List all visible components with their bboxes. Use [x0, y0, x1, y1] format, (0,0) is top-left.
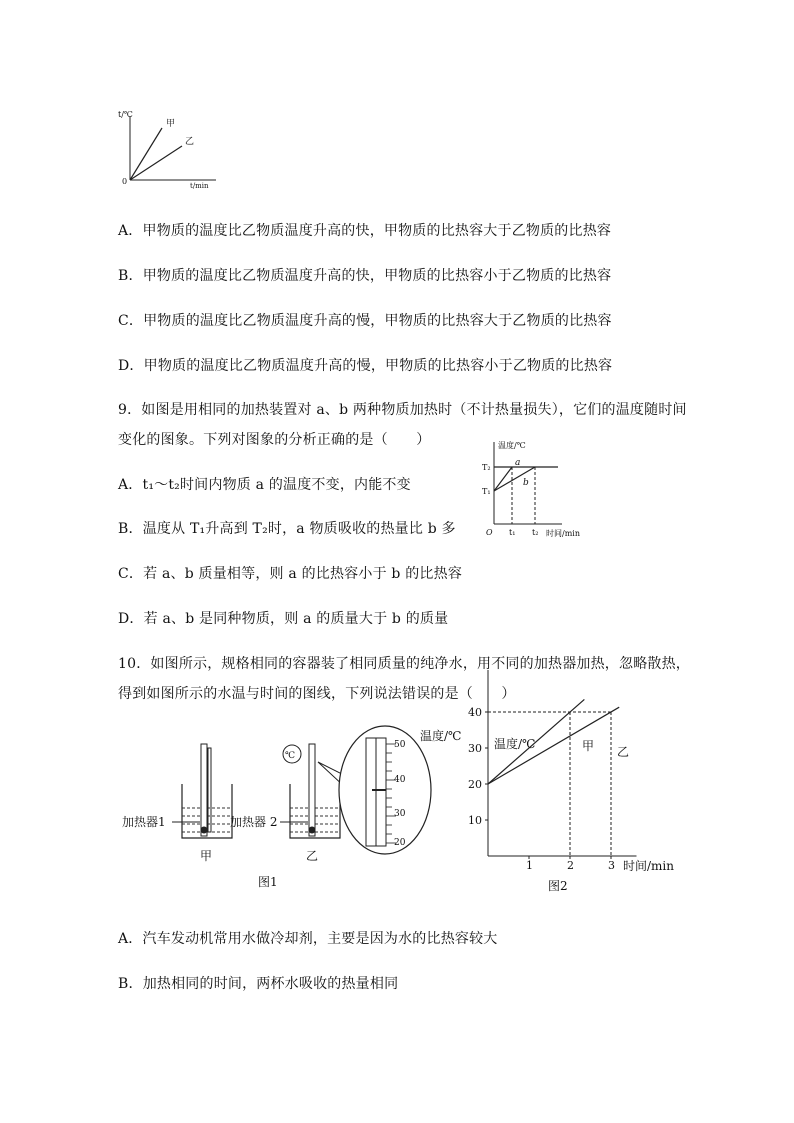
line-b	[494, 467, 535, 491]
t2-label: t₂	[532, 528, 539, 537]
q9-graph	[478, 438, 588, 538]
T2-label: T₂	[482, 463, 491, 472]
y-axis-label: 温度/℃	[494, 737, 536, 751]
q8-option-d: D．甲物质的温度比乙物质温度升高的慢，甲物质的比热容小于乙物质的比热容	[118, 358, 613, 374]
y-axis-label: t/℃	[118, 110, 133, 119]
q9-stem-line2: 变化的图象。下列对图象的分析正确的是（ ）	[118, 432, 431, 448]
origin-label: 0	[122, 177, 128, 186]
heater2-label: 加热器 2	[230, 815, 278, 829]
y-axis-label: 温度/℃	[498, 441, 526, 450]
t1-label: t₁	[509, 528, 516, 537]
line-a	[494, 467, 512, 491]
y-tick-label-30: 30	[468, 742, 482, 755]
q8-option-c: C．甲物质的温度比乙物质温度升高的慢，甲物质的比热容大于乙物质的比热容	[118, 313, 612, 329]
fig2-caption: 图2	[548, 879, 568, 893]
y-tick-label-40: 40	[468, 706, 482, 719]
beaker-jia	[122, 744, 232, 863]
line-jia	[130, 128, 162, 180]
fig1-caption: 图1	[258, 875, 278, 889]
beaker-jia-label: 甲	[200, 849, 213, 863]
x-axis-label: 时间/min	[623, 859, 674, 873]
label-yi: 乙	[185, 137, 195, 147]
x-tick-label-1: 1	[526, 859, 533, 872]
line-yi	[130, 146, 182, 180]
x-tick-label-2: 2	[567, 859, 574, 872]
x-axis-label: t/min	[190, 182, 209, 190]
q9-stem-line1: 9．如图是用相同的加热装置对 a、b 两种物质加热时（不计热量损失），它们的温度随时间	[118, 402, 687, 418]
label-jia: 甲	[166, 119, 176, 129]
origin-label: O	[486, 528, 493, 537]
q8-option-a: A．甲物质的温度比乙物质温度升高的快，甲物质的比热容大于乙物质的比热容	[118, 223, 612, 239]
q8-option-b: B．甲物质的温度比乙物质温度升高的快，甲物质的比热容小于乙物质的比热容	[118, 268, 612, 284]
x-axis-label: 时间/min	[546, 529, 580, 538]
thermometer-unit: 温度/℃	[420, 729, 462, 743]
scale-40: 40	[394, 775, 406, 785]
celsius-bubble: ℃	[285, 751, 296, 761]
beaker-yi	[230, 744, 340, 863]
scale-30: 30	[394, 809, 406, 819]
q10-stem-line1: 10．如图所示，规格相同的容器装了相同质量的纯净水，用不同的加热器加热，忽略散热，	[118, 656, 691, 672]
q9-option-c: C．若 a、b 质量相等，则 a 的比热容小于 b 的比热容	[118, 566, 463, 582]
q9-option-b: B．温度从 T₁升高到 T₂时，a 物质吸收的热量比 b 多	[118, 521, 456, 537]
heater1-label: 加热器1	[122, 815, 166, 829]
q10-option-b: B．加热相同的时间，两杯水吸收的热量相同	[118, 976, 399, 992]
q9-option-a: A．t₁～t₂时间内物质 a 的温度不变，内能不变	[118, 477, 411, 493]
scale-20: 20	[394, 838, 406, 848]
y-tick-label-20: 20	[468, 778, 482, 791]
y-tick-label-10: 10	[468, 814, 482, 827]
q10-stem-line2: 得到如图所示的水温与时间的图线，下列说法错误的是（ ）	[118, 686, 516, 702]
b-label: b	[523, 478, 529, 488]
T1-label: T₁	[482, 487, 491, 496]
q10-option-a: A．汽车发动机常用水做冷却剂，主要是因为水的比热容较大	[118, 931, 498, 947]
beaker-yi-label: 乙	[306, 849, 319, 863]
q10-fig2-chart	[466, 706, 686, 896]
series-label-yi: 乙	[617, 745, 630, 759]
q10-fig1-beakers	[120, 722, 460, 894]
fig-temp-time-small	[116, 108, 226, 190]
q9-option-d: D．若 a、b 是同种物质，则 a 的质量大于 b 的质量	[118, 611, 449, 627]
series-label-jia: 甲	[582, 739, 595, 753]
a-label: a	[515, 458, 521, 468]
x-tick-label-3: 3	[608, 859, 615, 872]
scale-50: 50	[394, 740, 406, 750]
